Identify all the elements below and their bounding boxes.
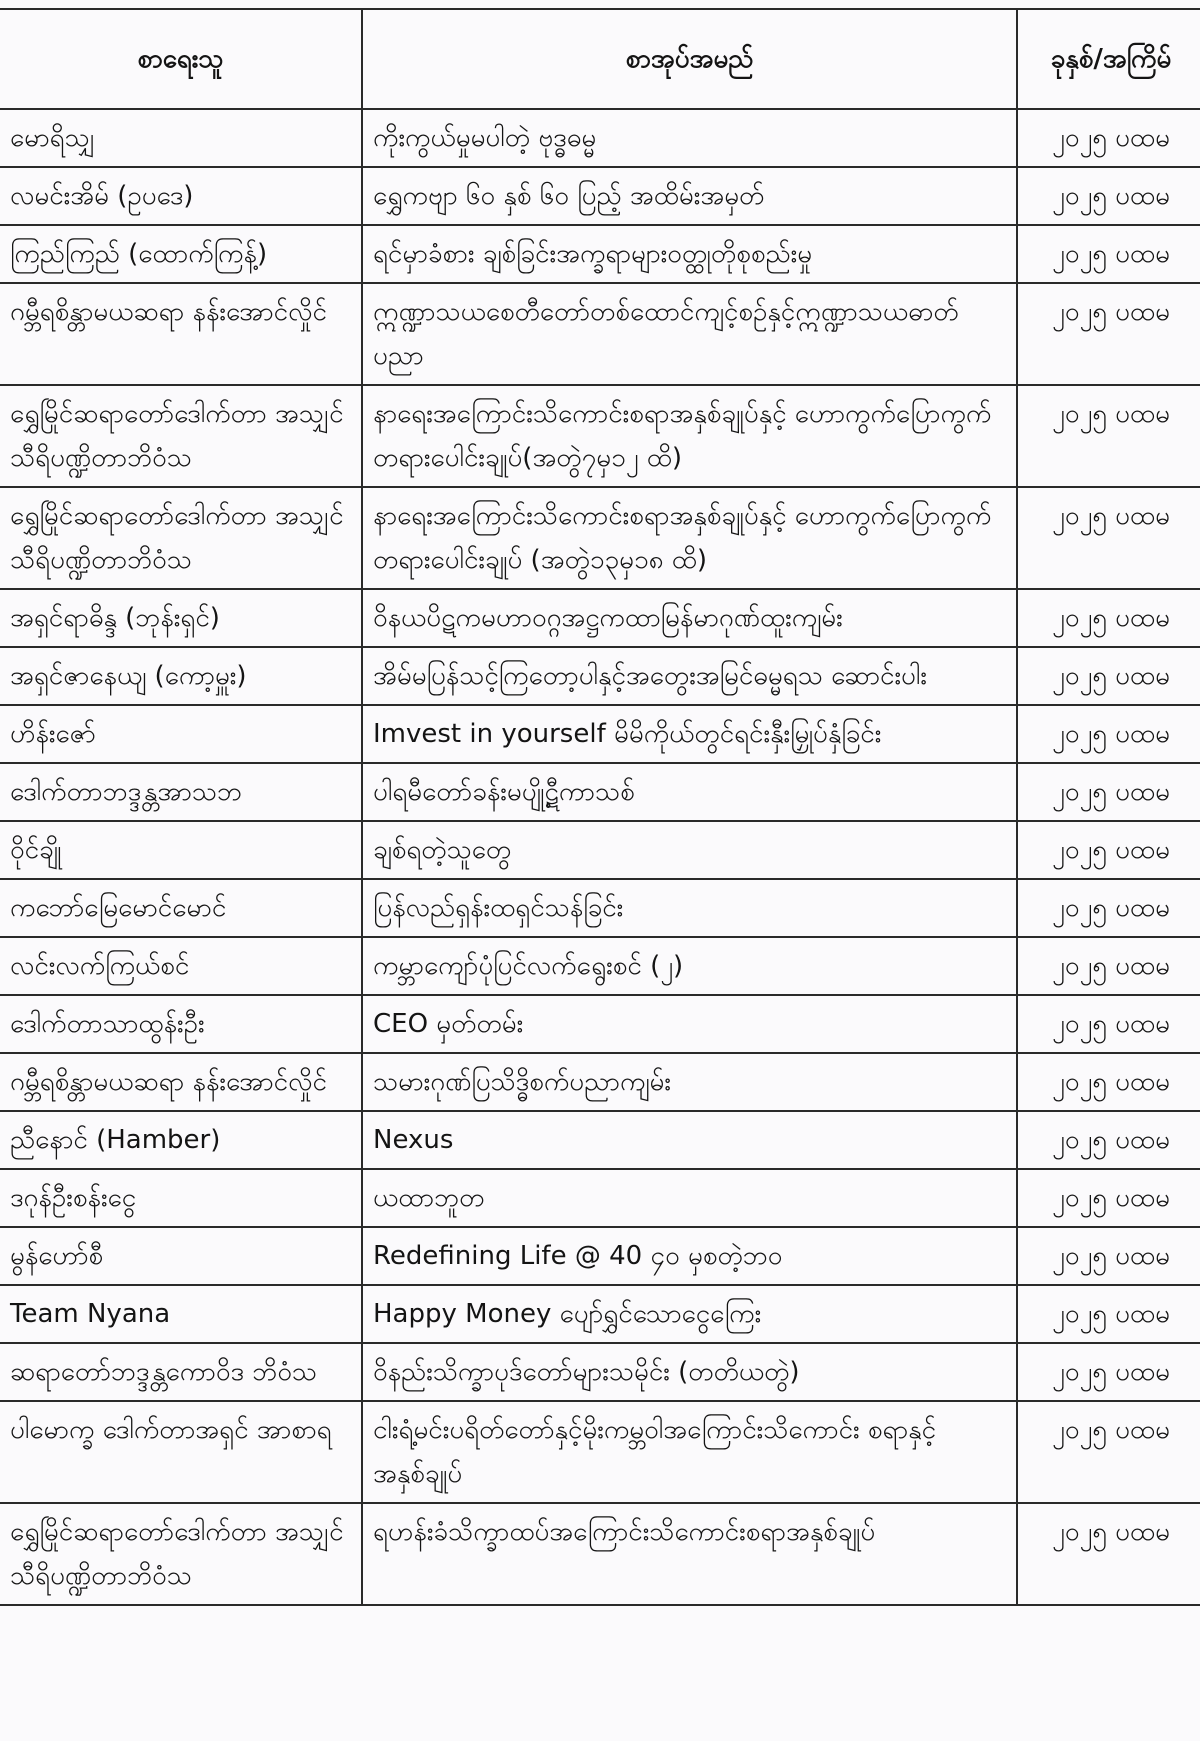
cell-edition: ၂၀၂၅ ပထမ — [1017, 1053, 1200, 1111]
cell-edition: ၂၀၂၅ ပထမ — [1017, 763, 1200, 821]
cell-title: ပြန်လည်ရှန်းထရှင်သန်ခြင်း — [362, 879, 1017, 937]
cell-author: ပါမောက္ခ ဒေါက်တာအရှင် အာစာရ — [0, 1401, 362, 1503]
cell-author: အရှင်ဇာနေယျ (ကော့မှူး) — [0, 647, 362, 705]
cell-edition: ၂၀၂၅ ပထမ — [1017, 283, 1200, 385]
cell-author: ဒေါက်တာသာထွန်းဦး — [0, 995, 362, 1053]
cell-title: ကမ္ဘာကျော်ပုံပြင်လက်ရွေးစင် (၂) — [362, 937, 1017, 995]
cell-author: ဂမ္ဘီရစိန္တာမယဆရာ နန်းအောင်လှိုင် — [0, 283, 362, 385]
table-row — [0, 821, 1200, 879]
cell-edition: ၂၀၂၅ ပထမ — [1017, 705, 1200, 763]
table-row — [0, 1169, 1200, 1227]
cell-author: ဂမ္ဘီရစိန္တာမယဆရာ နန်းအောင်လှိုင် — [0, 1053, 362, 1111]
cell-edition: ၂၀၂၅ ပထမ — [1017, 167, 1200, 225]
table-row — [0, 487, 1200, 589]
cell-author: ဒဂုန်ဦးစန်းငွေ — [0, 1169, 362, 1227]
table-row — [0, 283, 1200, 385]
cell-title: ဣဏ္ဍာသယစေတီတော်တစ်ထောင်ကျင့်စဉ်နှင့်ဣဏ္ဍာသယဓာတ်ပညာ — [362, 283, 1017, 385]
cell-author: ရွှေမြိုင်ဆရာတော်ဒေါက်တာ အသျှင်သီရိပဏ္ဍိတာဘိဝံသ — [0, 1503, 362, 1605]
table-row — [0, 1285, 1200, 1343]
cell-edition: ၂၀၂၅ ပထမ — [1017, 487, 1200, 589]
cell-edition: ၂၀၂၅ ပထမ — [1017, 225, 1200, 283]
table-row — [0, 705, 1200, 763]
cell-edition: ၂၀၂၅ ပထမ — [1017, 821, 1200, 879]
cell-title: ဝိနယပိဋကမဟာဝဂ္ဂအဋ္ဌကထာမြန်မာဂုဏ်ထူးကျမ်း — [362, 589, 1017, 647]
cell-author: အရှင်ရာဓိန္ဒ (ဘုန်းရှင်) — [0, 589, 362, 647]
cell-title: နာရေးအကြောင်းသိကောင်းစရာအနှစ်ချုပ်နှင့် ဟောကွက်ပြောကွက်တရားပေါင်းချုပ်(အတွဲ၇မှ၁၂ ထိ) — [362, 385, 1017, 487]
table-row — [0, 1401, 1200, 1503]
cell-edition: ၂၀၂၅ ပထမ — [1017, 937, 1200, 995]
cell-title: Happy Money ပျော်ရွှင်သောငွေကြေး — [362, 1285, 1017, 1343]
book-list-table — [0, 8, 1200, 1606]
cell-edition: ၂၀၂၅ ပထမ — [1017, 1503, 1200, 1605]
cell-title: ရဟန်းခံသိက္ခာထပ်အကြောင်းသိကောင်းစရာအနှစ်ချုပ် — [362, 1503, 1017, 1605]
cell-author: ဆရာတော်ဘဒ္ဒန္တကောဝိဒ ဘိဝံသ — [0, 1343, 362, 1401]
cell-edition: ၂၀၂၅ ပထမ — [1017, 1285, 1200, 1343]
table-row — [0, 1343, 1200, 1401]
cell-title: Imvest in yourself မိမိကိုယ်တွင်ရင်းနှီးမြှုပ်နှံခြင်း — [362, 705, 1017, 763]
cell-title: Nexus — [362, 1111, 1017, 1169]
cell-author: လင်းလက်ကြယ်စင် — [0, 937, 362, 995]
cell-edition: ၂၀၂၅ ပထမ — [1017, 1401, 1200, 1503]
cell-title: ကိုးကွယ်မှုမပါတဲ့ ဗုဒ္ဓဓမ္မ — [362, 109, 1017, 167]
cell-edition: ၂၀၂၅ ပထမ — [1017, 879, 1200, 937]
table-row — [0, 937, 1200, 995]
cell-title: ဝိနည်းသိက္ခာပုဒ်တော်များသမိုင်း (တတိယတွဲ) — [362, 1343, 1017, 1401]
table-row — [0, 763, 1200, 821]
table-body — [0, 109, 1200, 1605]
cell-title: CEO မှတ်တမ်း — [362, 995, 1017, 1053]
cell-edition: ၂၀၂၅ ပထမ — [1017, 589, 1200, 647]
cell-title: နာရေးအကြောင်းသိကောင်းစရာအနှစ်ချုပ်နှင့် ဟောကွက်ပြောကွက်တရားပေါင်းချုပ် (အတွဲ၁၃မှ၁၈ ထိ) — [362, 487, 1017, 589]
cell-title: ရင်မှာခံစား ချစ်ခြင်းအက္ခရာများဝတ္ထုတိုစုစည်းမှု — [362, 225, 1017, 283]
cell-author: ရွှေမြိုင်ဆရာတော်ဒေါက်တာ အသျှင်သီရိပဏ္ဍိတာဘိဝံသ — [0, 385, 362, 487]
cell-edition: ၂၀၂၅ ပထမ — [1017, 1169, 1200, 1227]
cell-author: ဒေါက်တာဘဒ္ဒန္တအာသဘ — [0, 763, 362, 821]
table-row — [0, 1227, 1200, 1285]
cell-title: ချစ်ရတဲ့သူတွေ — [362, 821, 1017, 879]
cell-edition: ၂၀၂၅ ပထမ — [1017, 1227, 1200, 1285]
cell-author: ညီနောင် (Hamber) — [0, 1111, 362, 1169]
cell-title: ယထာဘူတ — [362, 1169, 1017, 1227]
cell-author: ဝိုင်ချို — [0, 821, 362, 879]
table-row — [0, 589, 1200, 647]
cell-author: မောရိသျှ — [0, 109, 362, 167]
cell-title: ရွှေကဗျာ ၆၀ နှစ် ၆၀ ပြည့် အထိမ်းအမှတ် — [362, 167, 1017, 225]
cell-edition: ၂၀၂၅ ပထမ — [1017, 109, 1200, 167]
table-header-row — [0, 9, 1200, 109]
cell-author: ရွှေမြိုင်ဆရာတော်ဒေါက်တာ အသျှင်သီရိပဏ္ဍိတာဘိဝံသ — [0, 487, 362, 589]
table-row — [0, 385, 1200, 487]
header-title: စာအုပ်အမည် — [362, 9, 1017, 109]
cell-author: လမင်းအိမ် (ဥပဒေ) — [0, 167, 362, 225]
table-row — [0, 1053, 1200, 1111]
header-edition: ခုနှစ်/အကြိမ် — [1017, 9, 1200, 109]
table-row — [0, 225, 1200, 283]
table-row — [0, 995, 1200, 1053]
cell-edition: ၂၀၂၅ ပထမ — [1017, 1111, 1200, 1169]
cell-author: ကဘော်မြေမောင်မောင် — [0, 879, 362, 937]
cell-title: ငါးရံ့မင်းပရိတ်တော်နှင့်မိုးကမ္ဘဝါအကြောင်းသိကောင်း စရာနှင့် အနှစ်ချုပ် — [362, 1401, 1017, 1503]
table-row — [0, 1503, 1200, 1605]
cell-author: ဟိန်းဇော် — [0, 705, 362, 763]
cell-author: ကြည်ကြည် (ထောက်ကြန့်) — [0, 225, 362, 283]
table-row — [0, 167, 1200, 225]
table-row — [0, 647, 1200, 705]
cell-edition: ၂၀၂၅ ပထမ — [1017, 995, 1200, 1053]
cell-title: အိမ်မပြန်သင့်ကြတော့ပါနှင့်အတွေးအမြင်ဓမ္မရသ ဆောင်းပါး — [362, 647, 1017, 705]
cell-author: Team Nyana — [0, 1285, 362, 1343]
table-row — [0, 109, 1200, 167]
cell-title: ပါရမီတော်ခန်းမပျို့ဋီကာသစ် — [362, 763, 1017, 821]
table-row — [0, 879, 1200, 937]
cell-edition: ၂၀၂၅ ပထမ — [1017, 1343, 1200, 1401]
cell-edition: ၂၀၂၅ ပထမ — [1017, 647, 1200, 705]
cell-author: မွန်ဟော်စီ — [0, 1227, 362, 1285]
header-author: စာရေးသူ — [0, 9, 362, 109]
cell-title: Redefining Life @ 40 ၄၀ မှစတဲ့ဘဝ — [362, 1227, 1017, 1285]
cell-edition: ၂၀၂၅ ပထမ — [1017, 385, 1200, 487]
cell-title: သမားဂုဏ်ပြသိဒ္ဓိစက်ပညာကျမ်း — [362, 1053, 1017, 1111]
table-row — [0, 1111, 1200, 1169]
